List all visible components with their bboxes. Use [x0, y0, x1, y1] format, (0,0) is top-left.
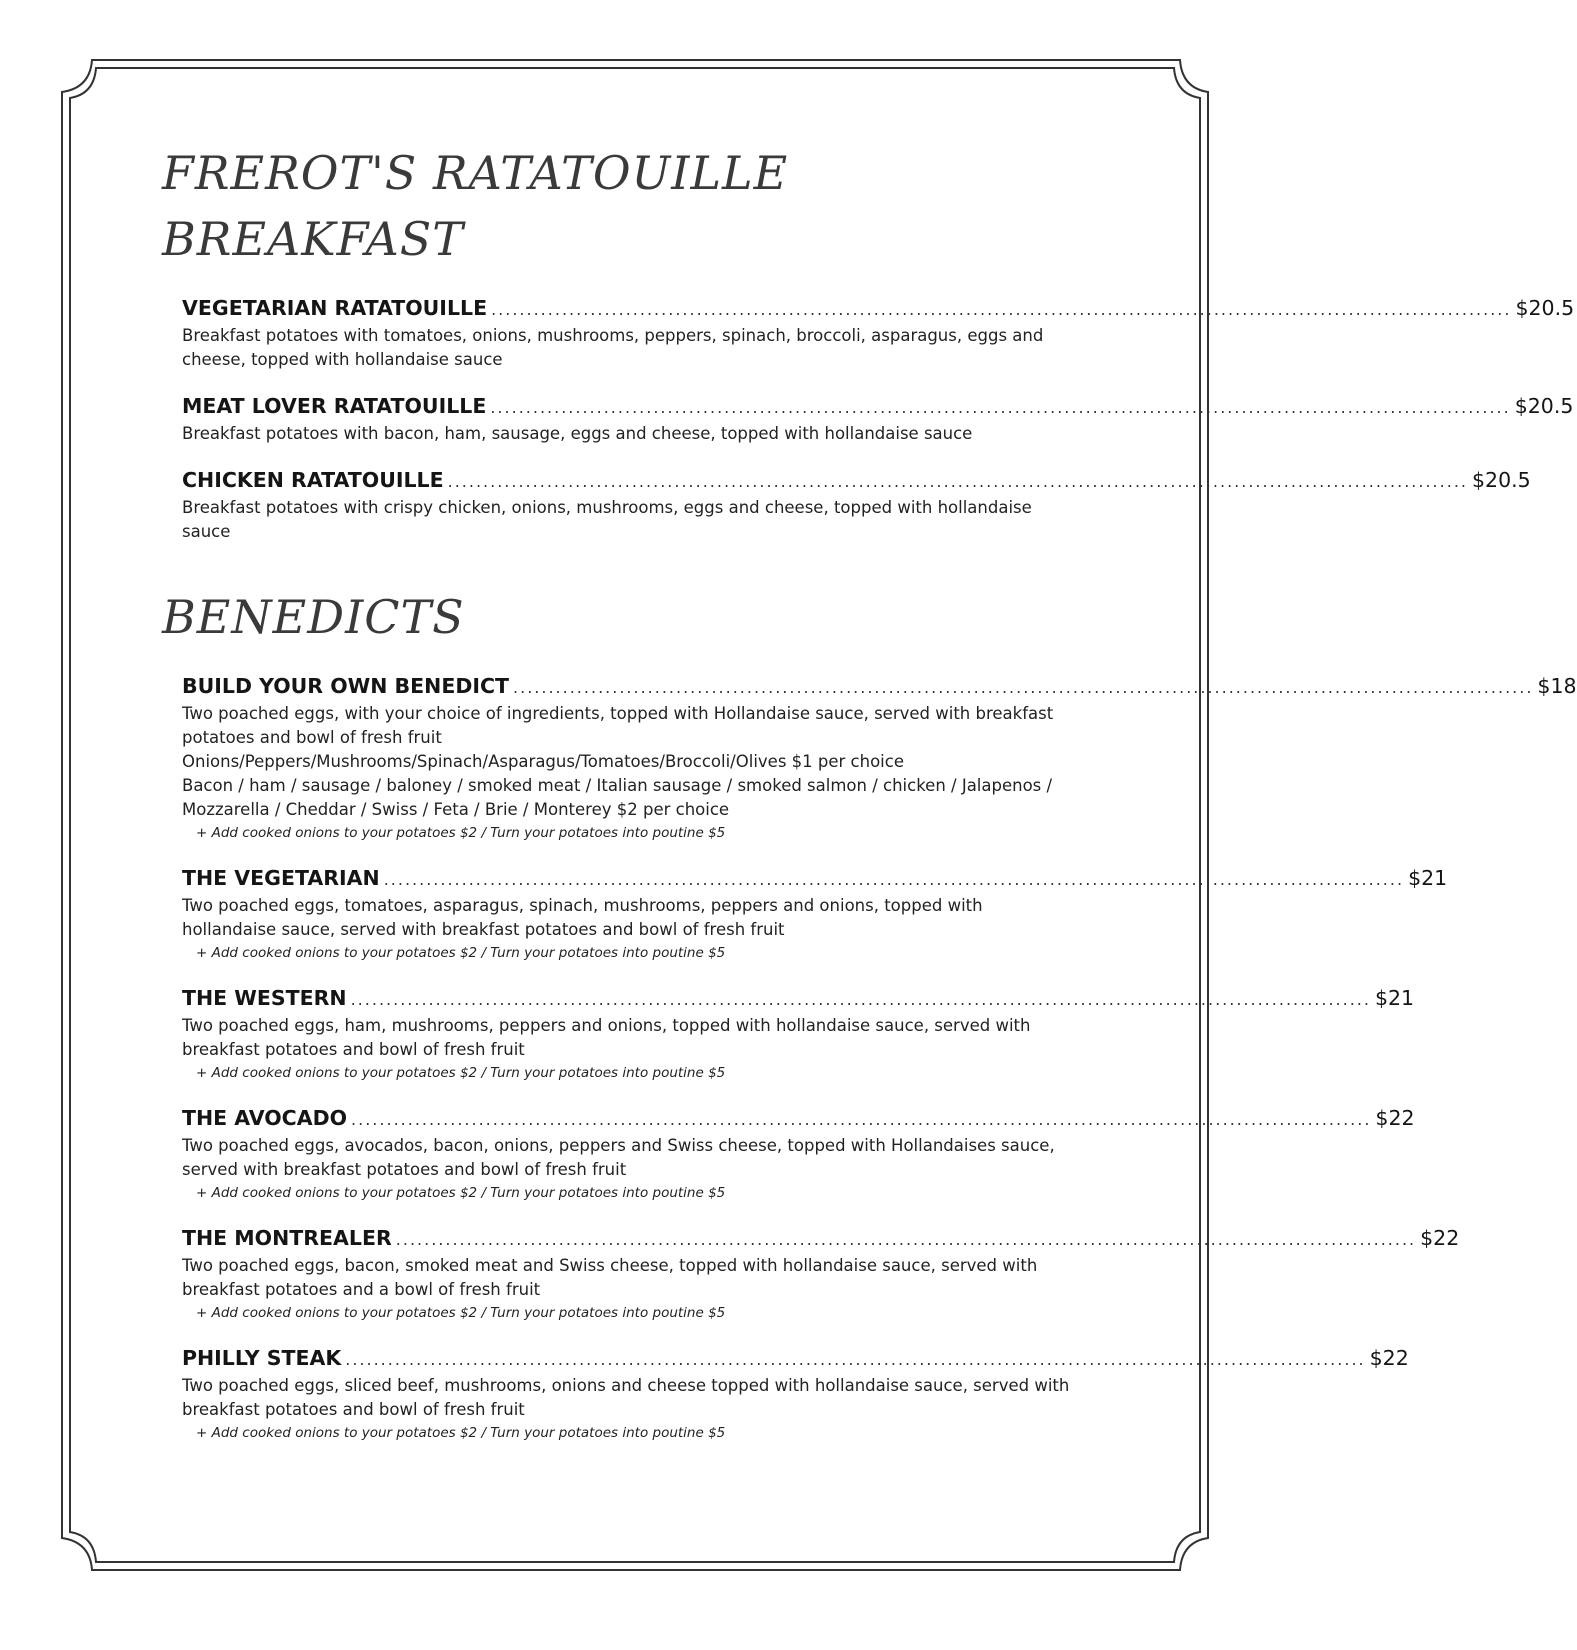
menu-item-header — [182, 392, 1574, 422]
item-price: $22 — [1369, 1346, 1409, 1370]
item-addon-note: + Add cooked onions to your potatoes $2 / Turn your potatoes into poutine $5 — [196, 1185, 726, 1201]
section-title-benedicts: BENEDICTS — [162, 590, 465, 644]
item-description: Breakfast potatoes with crispy chicken, onions, mushrooms, eggs and cheese, topped with hollandaise sauce — [182, 498, 1032, 541]
menu-item — [182, 1224, 1460, 1324]
item-description: Two poached eggs, ham, mushrooms, peppers and onions, topped with hollandaise sauce, served with breakfast potatoes and bowl of fresh fruit — [182, 1016, 1031, 1059]
dot-leader: ................................................................................................................................................ — [383, 870, 1405, 889]
dot-leader: ................................................................................................................................................ — [513, 678, 1534, 697]
menu-item-header — [182, 984, 1415, 1014]
dot-leader: ................................................................................................................................................ — [345, 1350, 1366, 1369]
dot-leader: ................................................................................................................................................ — [491, 300, 1512, 319]
menu-item-header — [182, 1344, 1409, 1374]
dot-leader: ................................................................................................................................................ — [490, 398, 1511, 417]
item-description: Breakfast potatoes with tomatoes, onions, mushrooms, peppers, spinach, broccoli, asparagus, eggs and cheese, topped with hollandaise sauce — [182, 326, 1044, 369]
menu-item-header — [182, 1224, 1460, 1254]
section-title-ratatouille: FREROT'S RATATOUILLE BREAKFAST — [162, 146, 789, 266]
item-name: CHICKEN RATATOUILLE — [182, 468, 444, 492]
menu-item — [182, 864, 1448, 964]
item-price: $22 — [1375, 1106, 1415, 1130]
dot-leader: ................................................................................................................................................ — [351, 1110, 1372, 1129]
item-price: $20.5 — [1515, 296, 1575, 320]
item-description: Two poached eggs, tomatoes, asparagus, spinach, mushrooms, peppers and onions, topped with hollandaise sauce, served with breakfast potatoes and bowl of fresh fruit — [182, 896, 983, 939]
menu-content — [162, 140, 1577, 1464]
benedict-items — [182, 672, 1577, 1444]
menu-item — [182, 672, 1577, 844]
item-description: Two poached eggs, sliced beef, mushrooms, onions and cheese topped with hollandaise sauce, served with breakfast potatoes and bowl of fresh fruit — [182, 1376, 1070, 1419]
item-name: PHILLY STEAK — [182, 1346, 342, 1370]
item-addon-note: + Add cooked onions to your potatoes $2 / Turn your potatoes into poutine $5 — [196, 1065, 726, 1081]
ratatouille-items — [182, 294, 1575, 544]
menu-item-header — [182, 466, 1531, 496]
menu-item — [182, 1344, 1409, 1444]
menu-item-header — [182, 864, 1448, 894]
dot-leader: ................................................................................................................................................ — [395, 1230, 1417, 1249]
item-description: Breakfast potatoes with bacon, ham, sausage, eggs and cheese, topped with hollandaise sauce — [182, 424, 973, 443]
item-options-protein-cheese: Bacon / ham / sausage / baloney / smoked meat / Italian sausage / smoked salmon / chicken / Jalapenos / Mozzarella / Cheddar / Swiss / Feta / Brie / Monterey $2 per choice — [182, 776, 1053, 819]
item-addon-note: + Add cooked onions to your potatoes $2 / Turn your potatoes into poutine $5 — [196, 1425, 726, 1441]
menu-item-header — [182, 294, 1575, 324]
dot-leader: ................................................................................................................................................ — [447, 472, 1468, 491]
item-name: THE MONTREALER — [182, 1226, 392, 1250]
menu-item — [182, 392, 1574, 446]
dot-leader: ................................................................................................................................................ — [350, 990, 1371, 1009]
item-name: VEGETARIAN RATATOUILLE — [182, 296, 488, 320]
menu-item — [182, 1104, 1415, 1204]
menu-item — [182, 466, 1531, 544]
item-addon-note: + Add cooked onions to your potatoes $2 / Turn your potatoes into poutine $5 — [196, 945, 726, 961]
item-name: THE WESTERN — [182, 986, 347, 1010]
item-price: $18 — [1537, 674, 1577, 698]
item-description: Two poached eggs, with your choice of ingredients, topped with Hollandaise sauce, served with breakfast potatoes and bowl of fresh fruit — [182, 704, 1054, 747]
item-name: THE AVOCADO — [182, 1106, 348, 1130]
item-price: $21 — [1374, 986, 1415, 1010]
item-name: BUILD YOUR OWN BENEDICT — [182, 674, 510, 698]
item-addon-note: + Add cooked onions to your potatoes $2 / Turn your potatoes into poutine $5 — [196, 825, 726, 841]
item-options-veggie: Onions/Peppers/Mushrooms/Spinach/Asparagus/Tomatoes/Broccoli/Olives $1 per choice — [182, 752, 904, 771]
item-description: Two poached eggs, avocados, bacon, onions, peppers and Swiss cheese, topped with Hollandaises sauce, served with breakfast potatoes and bowl of fresh fruit — [182, 1136, 1055, 1179]
menu-item-header — [182, 1104, 1415, 1134]
item-price: $21 — [1408, 866, 1448, 890]
menu-item — [182, 984, 1415, 1084]
item-description: Two poached eggs, bacon, smoked meat and Swiss cheese, topped with hollandaise sauce, served with breakfast potatoes and a bowl of fresh fruit — [182, 1256, 1038, 1299]
item-price: $20.5 — [1514, 394, 1574, 418]
menu-item-header — [182, 672, 1577, 702]
item-addon-note: + Add cooked onions to your potatoes $2 / Turn your potatoes into poutine $5 — [196, 1305, 726, 1321]
menu-item — [182, 294, 1575, 372]
item-name: MEAT LOVER RATATOUILLE — [182, 394, 487, 418]
item-price: $22 — [1420, 1226, 1460, 1250]
item-name: THE VEGETARIAN — [182, 866, 380, 890]
item-price: $20.5 — [1471, 468, 1531, 492]
